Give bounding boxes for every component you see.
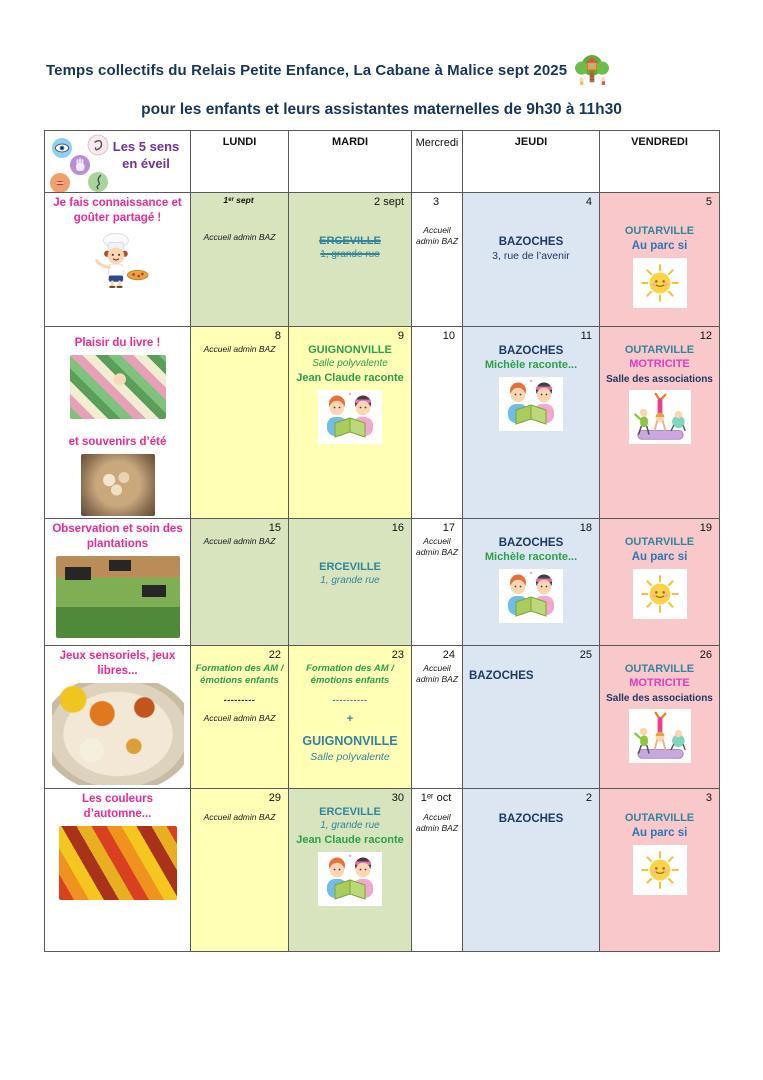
date-label: 29 [268, 791, 281, 804]
date-label: 16 [391, 521, 404, 534]
date-label: 18 [579, 521, 592, 534]
calendar-table [44, 130, 720, 952]
text-line: Salle des associations [606, 374, 713, 386]
date-label: 30 [391, 791, 404, 804]
header-row [45, 131, 720, 193]
date-label: 17 [442, 521, 455, 534]
gym-kids-icon [629, 709, 691, 763]
sun-icon [633, 845, 687, 895]
text-line: ---------- [332, 695, 368, 706]
activity-cell-week4 [45, 645, 191, 788]
gym-kids-icon [629, 390, 691, 444]
text-line: + [346, 713, 354, 726]
text-line: MOTRICITE [629, 358, 690, 371]
cell-jeudi-week1 [463, 193, 600, 327]
summer-shells-photo [81, 454, 155, 516]
text-line: Observation et soin des plantations [52, 522, 183, 550]
cell-mercredi-week5 [412, 788, 463, 951]
plants-photo [56, 556, 180, 638]
date-label: 19 [699, 521, 712, 534]
cell-vendredi-week3 [600, 518, 720, 645]
text-line: Au parc si [631, 551, 688, 564]
text-line: OUTARVILLE [624, 224, 695, 237]
date-label: 5 [705, 196, 712, 208]
text-line: ERCEVILLE [319, 805, 381, 818]
date-label: 10 [442, 330, 455, 342]
text-line: Salle des associations [606, 693, 713, 705]
text-line: ERCEVILLE [319, 234, 381, 247]
title-row [46, 54, 763, 86]
date-label: 3 [432, 196, 440, 208]
cell-lundi-week2 [191, 327, 289, 519]
text-line: 1, grande rue [320, 249, 380, 261]
sun-icon [633, 569, 687, 619]
text-line: BAZOCHES [469, 669, 534, 682]
text-line: Je fais connaissance et goûter partagé ! [53, 197, 182, 224]
activity-cell-week1 [45, 193, 191, 327]
chef-icon [81, 230, 155, 290]
week-row-5 [45, 788, 720, 951]
text-line: Au parc si [631, 240, 688, 253]
activity-cell-week2 [45, 327, 191, 519]
cell-lundi-week5 [191, 788, 289, 951]
mouth-icon [49, 172, 71, 193]
cell-vendredi-week5 [600, 788, 720, 951]
reading-kids-icon [499, 377, 563, 431]
week-row-1 [45, 193, 720, 327]
text-line: 3, rue de l’avenir [492, 250, 570, 263]
text-line: Formation des AM /émotions enfants [306, 662, 394, 687]
five-senses-icons [49, 134, 113, 192]
date-label: 23 [391, 648, 404, 661]
nose-icon [87, 171, 109, 193]
text-line: Au parc si [631, 827, 688, 840]
text-line: BAZOCHES [498, 344, 564, 357]
sensory-tray-photo [52, 683, 184, 785]
text-line: Jeux sensoriels, jeux libres... [59, 649, 176, 677]
date-label: 15 [268, 521, 281, 534]
date-label: 11 [580, 330, 592, 342]
date-label: 4 [585, 196, 592, 208]
text-line: Formation des AM /émotions enfants [195, 662, 284, 687]
day-header-lundi: LUNDI [191, 131, 289, 193]
date-label: 2 [585, 791, 592, 804]
sun-icon [633, 258, 687, 308]
text-line: Accueil admin BAZ [415, 224, 459, 247]
cell-jeudi-week4 [463, 645, 600, 788]
text-line: Jean Claude raconte [296, 371, 404, 384]
text-line: Salle polyvalente [310, 750, 390, 763]
text-line: MOTRICITE [629, 677, 690, 690]
week-row-2 [45, 327, 720, 519]
text-line: Accueil admin BAZ [415, 811, 459, 833]
text-line: Accueil admin BAZ [203, 535, 276, 546]
date-label: 8 [274, 330, 281, 342]
date-label: 12 [699, 330, 712, 342]
legend-cell [45, 131, 191, 193]
reading-child-photo [70, 355, 166, 419]
text-line: --------- [223, 695, 256, 706]
week-row-4 [45, 645, 720, 788]
activity-cell-week5 [45, 788, 191, 951]
legend-label: Les 5 sens en éveil [112, 139, 180, 171]
text-line: Accueil admin BAZ [203, 713, 276, 724]
text-line: Salle polyvalente [312, 358, 388, 370]
cell-mardi-week5 [289, 788, 412, 951]
activity-cell-week3 [45, 518, 191, 645]
text-line: GUIGNONVILLE [308, 343, 392, 356]
text-line: OUTARVILLE [624, 535, 695, 548]
text-line: Accueil admin BAZ [203, 343, 276, 354]
text-line: BAZOCHES [498, 812, 564, 825]
text-line: OUTARVILLE [624, 811, 695, 824]
day-header-mardi: MARDI [289, 131, 412, 193]
cell-jeudi-week2 [463, 327, 600, 519]
date-label: 24 [442, 648, 455, 661]
text-line: OUTARVILLE [624, 662, 695, 675]
date-label: 2 sept [374, 196, 404, 208]
text-line: Michèle raconte... [484, 550, 578, 563]
text-line: ERCEVILLE [319, 560, 381, 573]
text-line: et souvenirs d’été [68, 435, 167, 448]
text-line: Accueil admin BAZ [203, 231, 276, 242]
page-title: Temps collectifs du Relais Petite Enfance, La Cabane à Malice sept 2025 [46, 61, 568, 79]
text-line: Michèle raconte... [484, 359, 578, 372]
date-label: 1ᵉʳ sept [223, 195, 254, 205]
date-label: 9 [397, 330, 404, 342]
text-line: Jean Claude raconte [296, 833, 404, 846]
text-line: Les couleurs d’automne... [82, 792, 153, 820]
cell-mardi-week4 [289, 645, 412, 788]
cell-mardi-week1 [289, 193, 412, 327]
cell-jeudi-week3 [463, 518, 600, 645]
text-line: GUIGNONVILLE [302, 734, 398, 749]
cell-mercredi-week4 [412, 645, 463, 788]
cell-mardi-week2 [289, 327, 412, 519]
cell-vendredi-week4 [600, 645, 720, 788]
text-line: Accueil admin BAZ [415, 535, 459, 557]
day-header-vendredi: VENDREDI [600, 131, 720, 193]
cell-mercredi-week3 [412, 518, 463, 645]
cell-jeudi-week5 [463, 788, 600, 951]
text-line: 1, grande rue [320, 575, 380, 587]
reading-kids-icon [318, 852, 382, 906]
treehouse-logo-icon [573, 54, 611, 86]
reading-kids-icon [499, 569, 563, 623]
cell-mercredi-week2 [412, 327, 463, 519]
week-row-3 [45, 518, 720, 645]
text-line: Accueil admin BAZ [203, 811, 276, 822]
text-line: Plaisir du livre ! [74, 337, 161, 349]
date-label: 26 [699, 648, 712, 661]
cell-vendredi-week1 [600, 193, 720, 327]
cell-vendredi-week2 [600, 327, 720, 519]
text-line: BAZOCHES [498, 235, 564, 248]
cell-lundi-week3 [191, 518, 289, 645]
cell-lundi-week4 [191, 645, 289, 788]
cell-lundi-week1 [191, 193, 289, 327]
date-label: 22 [268, 648, 281, 661]
text-line: OUTARVILLE [624, 343, 695, 356]
page-subtitle: pour les enfants et leurs assistantes maternelles de 9h30 à 11h30 [141, 101, 622, 118]
day-header-jeudi: JEUDI [463, 131, 600, 193]
cell-mercredi-week1 [412, 193, 463, 327]
date-label: 25 [579, 648, 592, 661]
text-line: 1, grande rue [320, 820, 380, 832]
cell-mardi-week3 [289, 518, 412, 645]
date-label: 1ᵉʳ oct [420, 791, 452, 804]
text-line: Accueil admin BAZ [415, 662, 459, 684]
date-label: 3 [705, 791, 712, 804]
calendar-body [45, 193, 720, 952]
autumn-leaves-photo [59, 826, 177, 900]
reading-kids-icon [318, 390, 382, 444]
day-header-mercredi: Mercredi [412, 131, 463, 193]
text-line: BAZOCHES [498, 536, 564, 549]
